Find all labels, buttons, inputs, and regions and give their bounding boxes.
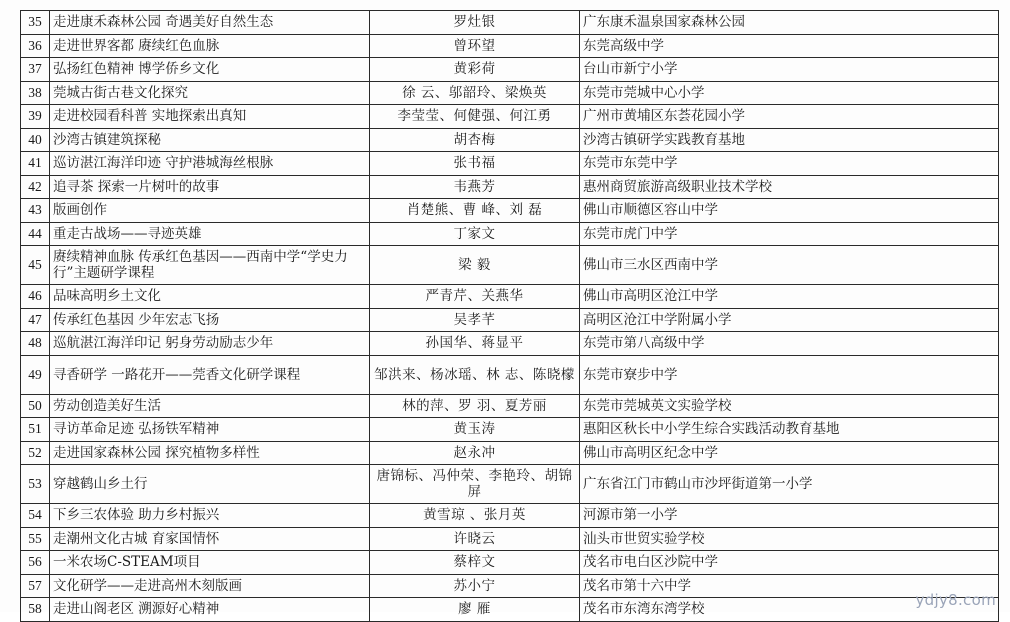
instructor-names: 许晓云 (370, 527, 580, 551)
project-title: 沙湾古镇建筑探秘 (50, 128, 370, 152)
table-row (21, 222, 999, 246)
instructor-names: 张书福 (370, 152, 580, 176)
row-number: 50 (21, 394, 50, 418)
row-number: 48 (21, 332, 50, 356)
organization-name: 佛山市高明区沧江中学 (580, 285, 999, 309)
table-row (21, 105, 999, 129)
row-number: 49 (21, 355, 50, 394)
row-number: 46 (21, 285, 50, 309)
table-row (21, 34, 999, 58)
project-title: 走进世界客都 赓续红色血脉 (50, 34, 370, 58)
instructor-names: 黄彩荷 (370, 58, 580, 82)
instructor-names: 黄雪琼 、张月英 (370, 504, 580, 528)
project-title: 走进国家森林公园 探究植物多样性 (50, 441, 370, 465)
organization-name: 广州市黄埔区东荟花园小学 (580, 105, 999, 129)
instructor-names: 廖 雁 (370, 598, 580, 622)
organization-name: 茂名市第十六中学 (580, 574, 999, 598)
award-list-table (20, 10, 999, 622)
organization-name: 东莞市虎门中学 (580, 222, 999, 246)
organization-name: 茂名市东湾东湾学校 (580, 598, 999, 622)
organization-name: 佛山市三水区西南中学 (580, 246, 999, 285)
organization-name: 佛山市高明区纪念中学 (580, 441, 999, 465)
award-list-body (21, 11, 999, 622)
instructor-names: 孙国华、蒋显平 (370, 332, 580, 356)
table-row (21, 394, 999, 418)
project-title: 寻香研学 一路花开——莞香文化研学课程 (50, 355, 370, 394)
row-number: 56 (21, 551, 50, 575)
project-title: 赓续精神血脉 传承红色基因——西南中学“学史力行”主题研学课程 (50, 246, 370, 285)
organization-name: 东莞市第八高级中学 (580, 332, 999, 356)
instructor-names: 罗灶银 (370, 11, 580, 35)
row-number: 57 (21, 574, 50, 598)
table-row (21, 441, 999, 465)
organization-name: 高明区沧江中学附属小学 (580, 308, 999, 332)
row-number: 41 (21, 152, 50, 176)
table-row (21, 504, 999, 528)
row-number: 43 (21, 199, 50, 223)
organization-name: 佛山市顺德区容山中学 (580, 199, 999, 223)
project-title: 文化研学——走进高州木刻版画 (50, 574, 370, 598)
instructor-names: 严青芹、关燕华 (370, 285, 580, 309)
site-watermark: ydjy8.com (915, 591, 996, 609)
organization-name: 惠州商贸旅游高级职业技术学校 (580, 175, 999, 199)
project-title: 弘扬红色精神 博学侨乡文化 (50, 58, 370, 82)
table-row (21, 199, 999, 223)
instructor-names: 韦燕芳 (370, 175, 580, 199)
project-title: 寻访革命足迹 弘扬铁军精神 (50, 418, 370, 442)
instructor-names: 赵永冲 (370, 441, 580, 465)
instructor-names: 邹洪来、杨冰瑶、林 志、陈晓檬 (370, 355, 580, 394)
organization-name: 广东康禾温泉国家森林公园 (580, 11, 999, 35)
table-row (21, 128, 999, 152)
organization-name: 惠阳区秋长中小学生综合实践活动教育基地 (580, 418, 999, 442)
table-row (21, 58, 999, 82)
table-row (21, 551, 999, 575)
organization-name: 台山市新宁小学 (580, 58, 999, 82)
organization-name: 河源市第一小学 (580, 504, 999, 528)
instructor-names: 徐 云、邬韶玲、梁焕英 (370, 81, 580, 105)
table-row (21, 11, 999, 35)
instructor-names: 黄玉涛 (370, 418, 580, 442)
instructor-names: 曾环望 (370, 34, 580, 58)
organization-name: 东莞高级中学 (580, 34, 999, 58)
row-number: 35 (21, 11, 50, 35)
table-row (21, 332, 999, 356)
table-row (21, 175, 999, 199)
instructor-names: 林的萍、罗 羽、夏芳丽 (370, 394, 580, 418)
project-title: 追寻茶 探索一片树叶的故事 (50, 175, 370, 199)
organization-name: 东莞市寮步中学 (580, 355, 999, 394)
project-title: 莞城古街古巷文化探究 (50, 81, 370, 105)
table-row (21, 152, 999, 176)
instructor-names: 唐锦标、冯仲荣、李艳玲、胡锦屏 (370, 465, 580, 504)
project-title: 下乡三农体验 助力乡村振兴 (50, 504, 370, 528)
project-title: 劳动创造美好生活 (50, 394, 370, 418)
row-number: 36 (21, 34, 50, 58)
organization-name: 茂名市电白区沙院中学 (580, 551, 999, 575)
table-row (21, 285, 999, 309)
instructor-names: 梁 毅 (370, 246, 580, 285)
organization-name: 东莞市东莞中学 (580, 152, 999, 176)
row-number: 42 (21, 175, 50, 199)
row-number: 52 (21, 441, 50, 465)
project-title: 走进校园看科普 实地探索出真知 (50, 105, 370, 129)
row-number: 53 (21, 465, 50, 504)
instructor-names: 肖楚熊、曹 峰、刘 磊 (370, 199, 580, 223)
table-row (21, 598, 999, 622)
project-title: 穿越鹤山乡土行 (50, 465, 370, 504)
row-number: 44 (21, 222, 50, 246)
organization-name: 广东省江门市鹤山市沙坪街道第一小学 (580, 465, 999, 504)
row-number: 38 (21, 81, 50, 105)
table-row (21, 465, 999, 504)
row-number: 37 (21, 58, 50, 82)
project-title: 传承红色基因 少年宏志飞扬 (50, 308, 370, 332)
organization-name: 东莞市莞城中心小学 (580, 81, 999, 105)
project-title: 品味高明乡土文化 (50, 285, 370, 309)
project-title: 巡航湛江海洋印记 躬身劳动励志少年 (50, 332, 370, 356)
row-number: 45 (21, 246, 50, 285)
organization-name: 沙湾古镇研学实践教育基地 (580, 128, 999, 152)
organization-name: 东莞市莞城英文实验学校 (580, 394, 999, 418)
table-row (21, 527, 999, 551)
row-number: 58 (21, 598, 50, 622)
instructor-names: 蔡梓文 (370, 551, 580, 575)
project-title: 走进康禾森林公园 奇遇美好自然生态 (50, 11, 370, 35)
table-row (21, 574, 999, 598)
table-row (21, 308, 999, 332)
table-row (21, 246, 999, 285)
row-number: 40 (21, 128, 50, 152)
project-title: 版画创作 (50, 199, 370, 223)
row-number: 51 (21, 418, 50, 442)
instructor-names: 苏小宁 (370, 574, 580, 598)
organization-name: 汕头市世贸实验学校 (580, 527, 999, 551)
table-row (21, 81, 999, 105)
instructor-names: 吴孝芊 (370, 308, 580, 332)
row-number: 47 (21, 308, 50, 332)
instructor-names: 丁家文 (370, 222, 580, 246)
table-row (21, 355, 999, 394)
instructor-names: 胡杏梅 (370, 128, 580, 152)
row-number: 54 (21, 504, 50, 528)
project-title: 巡访湛江海洋印迹 守护港城海丝根脉 (50, 152, 370, 176)
row-number: 55 (21, 527, 50, 551)
project-title: 走潮州文化古城 育家国情怀 (50, 527, 370, 551)
row-number: 39 (21, 105, 50, 129)
instructor-names: 李莹莹、何健强、何江勇 (370, 105, 580, 129)
project-title: 一米农场C-STEAM项目 (50, 551, 370, 575)
project-title: 走进山阁老区 溯源好心精神 (50, 598, 370, 622)
project-title: 重走古战场——寻迹英雄 (50, 222, 370, 246)
table-row (21, 418, 999, 442)
